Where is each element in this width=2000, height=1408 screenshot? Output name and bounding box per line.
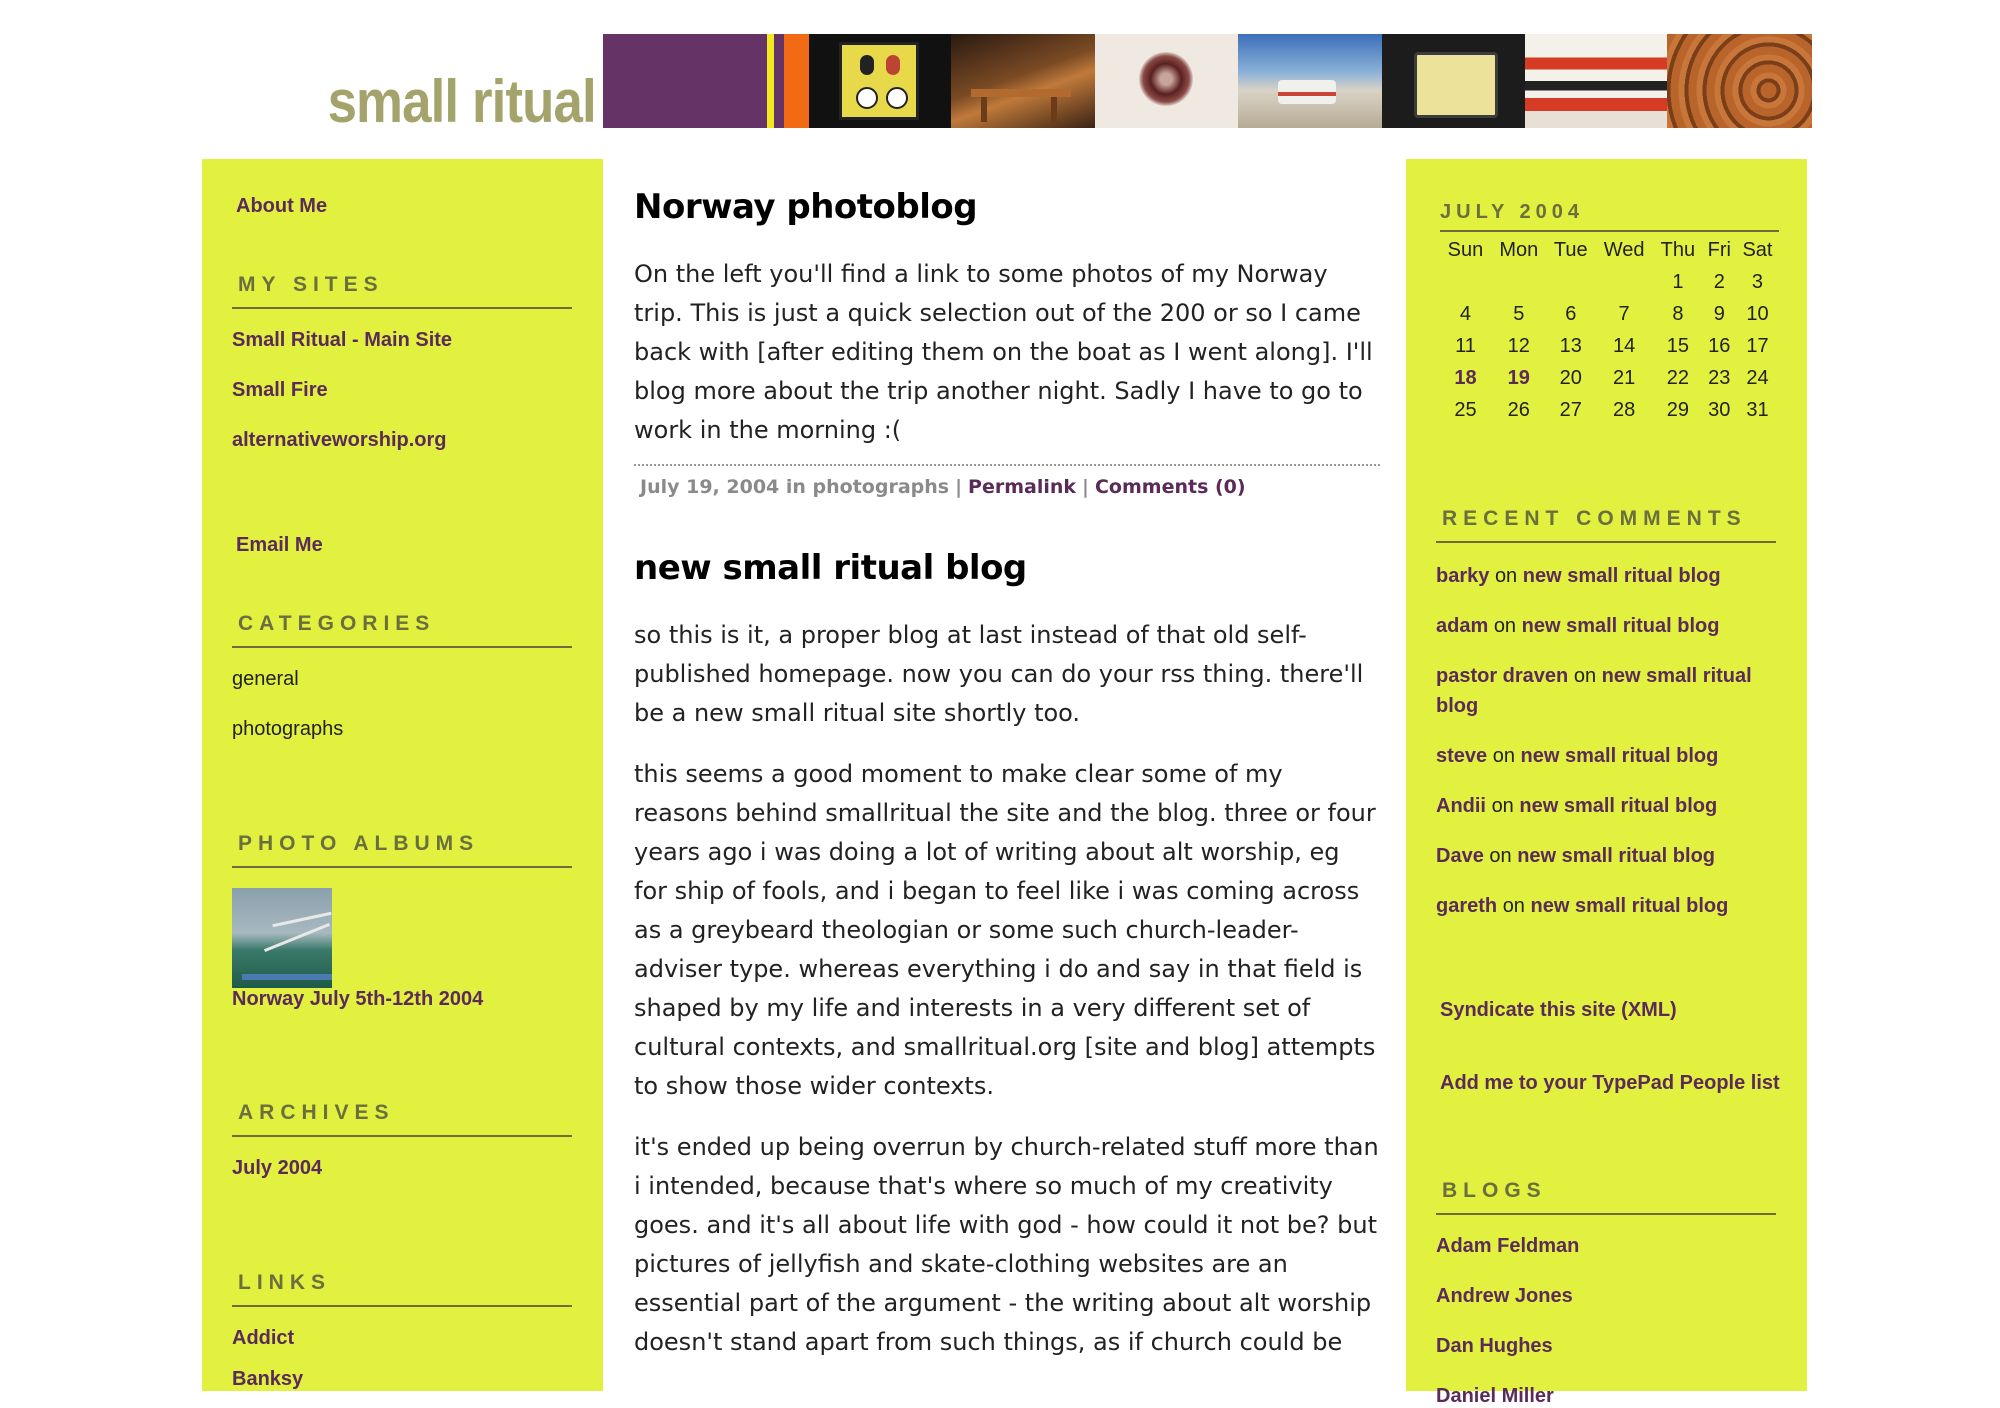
carving-photo	[1667, 34, 1812, 128]
my-sites-link-main[interactable]: Small Ritual - Main Site	[232, 329, 453, 351]
post	[634, 548, 1380, 1362]
post-body	[634, 255, 1380, 450]
archives-heading: ARCHIVES	[232, 1101, 572, 1137]
comment-author-link[interactable]: steve	[1436, 745, 1488, 767]
calendar-day: 10	[1746, 302, 1769, 325]
album-thumbnail[interactable]	[232, 888, 332, 988]
calendar-day	[1440, 266, 1491, 298]
post-paragraph: so this is it, a proper blog at last instead of that old self-published homepage. now you can do your rss thing. there'll be a new small ritual site shortly too.	[634, 621, 1364, 727]
right-sidebar	[1406, 159, 1807, 1407]
recent-comment: barky on new small ritual blog	[1436, 565, 1721, 587]
calendar-day: 17	[1746, 334, 1769, 357]
blog-link[interactable]: Andrew Jones	[1436, 1285, 1573, 1307]
calendar-day-link[interactable]: 19	[1507, 366, 1530, 389]
links-heading: LINKS	[232, 1271, 572, 1307]
category-general[interactable]: general	[232, 668, 299, 690]
calendar-day-header: Wed	[1603, 238, 1645, 261]
site-title: small ritual	[327, 68, 596, 135]
calendar-day: 2	[1713, 270, 1725, 293]
typepad-people-link[interactable]: Add me to your TypePad People list	[1440, 1072, 1780, 1094]
calendar-day: 20	[1559, 366, 1582, 389]
calendar-day-header: Tue	[1553, 238, 1588, 261]
recent-comment: Andii on new small ritual blog	[1436, 795, 1718, 817]
calendar-day-link[interactable]: 18	[1454, 366, 1477, 389]
calendar-day: 16	[1708, 334, 1731, 357]
comment-post-link[interactable]: new small ritual blog	[1517, 845, 1715, 867]
calendar-day: 1	[1672, 270, 1684, 293]
my-sites-heading: MY SITES	[232, 273, 572, 309]
color-stripes	[763, 34, 809, 128]
comment-author-link[interactable]: gareth	[1436, 895, 1498, 917]
recent-comments-heading: RECENT COMMENTS	[1436, 507, 1776, 543]
comment-author-link[interactable]: Andii	[1436, 795, 1486, 817]
calendar-day-header: Sat	[1742, 238, 1773, 261]
comment-author-link[interactable]: pastor draven	[1436, 665, 1569, 687]
calendar-day: 23	[1708, 366, 1731, 389]
post-paragraph: On the left you'll find a link to some photos of my Norway trip. This is just a quick selection out of the 200 or so I came back with [after editing them on the boat as I went along]. I'll blog more about the trip another night. Sadly I have to go to work in the morning :(	[634, 260, 1373, 444]
photo-albums-section	[232, 832, 572, 1011]
email-me-link[interactable]: Email Me	[236, 534, 323, 556]
comment-author-link[interactable]: Dave	[1436, 845, 1484, 867]
link-addict[interactable]: Addict	[232, 1327, 295, 1349]
recent-comment: gareth on new small ritual blog	[1436, 895, 1729, 917]
striped-hat-photo	[1525, 34, 1667, 128]
recent-comment: adam on new small ritual blog	[1436, 615, 1720, 637]
comment-author-link[interactable]: barky	[1436, 565, 1490, 587]
calendar-day: 8	[1672, 302, 1684, 325]
comment-post-link[interactable]: new small ritual blog	[1519, 795, 1718, 817]
comment-post-link[interactable]: new small ritual blog	[1522, 565, 1721, 587]
bread-photo	[1382, 34, 1525, 128]
calendar-day: 13	[1559, 334, 1582, 357]
permalink-link[interactable]: Permalink	[968, 476, 1077, 498]
my-sites-section	[232, 273, 572, 452]
recent-comment: Dave on new small ritual blog	[1436, 845, 1715, 867]
comic-icon-photo	[809, 34, 951, 128]
blog-link[interactable]: Adam Feldman	[1436, 1235, 1580, 1257]
about-me-link[interactable]: About Me	[236, 195, 328, 217]
calendar-day: 4	[1459, 302, 1472, 325]
recent-comments-list	[1436, 561, 1776, 921]
calendar-grid	[1440, 234, 1779, 426]
restaurant-photo	[951, 34, 1095, 128]
comment-post-link[interactable]: new small ritual blog	[1530, 895, 1729, 917]
calendar-day: 5	[1513, 302, 1525, 325]
calendar-day-header: Mon	[1499, 238, 1539, 261]
calendar-day	[1595, 266, 1653, 298]
comment-post-link[interactable]: new small ritual blog	[1436, 665, 1752, 717]
site-logo[interactable]	[310, 40, 602, 134]
calendar-day-header: Sun	[1447, 238, 1484, 261]
syndicate-link[interactable]: Syndicate this site (XML)	[1440, 999, 1677, 1021]
post-title[interactable]: Norway photoblog	[634, 187, 978, 227]
jellyfish-photo	[1095, 34, 1238, 128]
blogs-section	[1436, 1179, 1776, 1408]
categories-heading: CATEGORIES	[232, 612, 572, 648]
blogs-heading: BLOGS	[1436, 1179, 1776, 1215]
post-title[interactable]: new small ritual blog	[634, 548, 1027, 588]
recent-comments-section	[1436, 507, 1776, 941]
comment-author-link[interactable]: adam	[1436, 615, 1489, 637]
calendar-day: 3	[1751, 270, 1764, 293]
calendar-day: 15	[1666, 334, 1690, 357]
calendar-day-header: Thu	[1660, 238, 1696, 261]
calendar-day: 22	[1666, 366, 1690, 389]
album-norway-link[interactable]: Norway July 5th-12th 2004	[232, 988, 484, 1010]
calendar-title: JULY 2004	[1440, 201, 1779, 232]
main-content	[634, 159, 1380, 1384]
post-paragraph: it's ended up being overrun by church-related stuff more than i intended, because that's where so much of my creativity goes. and it's all about life with god - how could it not be? but pictures of jellyfish and skate-clothing websites are an essential part of the argument - the writing about alt worship doesn't stand apart from such things, as if church could be	[634, 1133, 1379, 1356]
calendar-day: 26	[1507, 398, 1530, 421]
left-sidebar	[202, 159, 603, 1391]
calendar-day-header: Fri	[1707, 238, 1731, 261]
my-sites-link-small-fire[interactable]: Small Fire	[232, 379, 328, 401]
calendar	[1440, 201, 1779, 426]
calendar-day: 31	[1746, 398, 1769, 421]
van-photo	[1238, 34, 1382, 128]
recent-comment: steve on new small ritual blog	[1436, 745, 1719, 767]
calendar-day: 29	[1666, 398, 1690, 421]
photo-albums-heading: PHOTO ALBUMS	[232, 832, 572, 868]
calendar-day: 6	[1565, 302, 1577, 325]
calendar-day: 9	[1713, 302, 1725, 325]
archives-section	[232, 1101, 572, 1180]
header-banner	[603, 34, 1812, 128]
post-body	[634, 616, 1380, 1362]
calendar-day: 25	[1454, 398, 1477, 421]
post-meta: July 19, 2004 in photographs	[640, 476, 950, 498]
recent-comment: pastor draven on new small ritual blog	[1436, 665, 1752, 717]
post	[634, 159, 1380, 508]
comments-link[interactable]: Comments (0)	[1094, 476, 1246, 498]
calendar-day: 12	[1507, 334, 1530, 357]
categories-section	[232, 612, 572, 741]
comment-post-link[interactable]: new small ritual blog	[1521, 615, 1720, 637]
blog-link[interactable]: Daniel Miller	[1436, 1385, 1554, 1407]
blog-link[interactable]: Dan Hughes	[1436, 1335, 1553, 1357]
calendar-day: 27	[1559, 398, 1582, 421]
calendar-day: 14	[1612, 334, 1636, 357]
calendar-day: 30	[1708, 398, 1731, 421]
calendar-day: 24	[1746, 366, 1769, 389]
post-paragraph: this seems a good moment to make clear some of my reasons behind smallritual the site and the blog. three or four years ago i was doing a lot of writing about alt worship, eg for ship of fools, and i began to feel like i was coming across as a greybeard theologian or some such church-leader-adviser type. whereas everything i do and say in that field is shaped by my life and interests in a very different set of cultural contexts, and smallritual.org [site and blog] attempts to show those wider contexts.	[634, 760, 1376, 1100]
my-sites-link-altworship[interactable]: alternativeworship.org	[232, 429, 447, 451]
calendar-day: 11	[1455, 334, 1476, 357]
calendar-day	[1491, 266, 1547, 298]
calendar-day: 7	[1618, 302, 1630, 325]
post-footer: July 19, 2004 in photographs | Permalink | Comments (0)	[634, 464, 1380, 508]
calendar-day: 21	[1612, 366, 1636, 389]
purple-block	[603, 34, 763, 128]
archive-july-2004[interactable]: July 2004	[232, 1157, 323, 1179]
calendar-day: 28	[1612, 398, 1636, 421]
links-section	[232, 1271, 572, 1391]
calendar-day	[1547, 266, 1595, 298]
category-photographs[interactable]: photographs	[232, 718, 344, 740]
comment-post-link[interactable]: new small ritual blog	[1520, 745, 1719, 767]
link-banksy[interactable]: Banksy	[232, 1368, 304, 1390]
